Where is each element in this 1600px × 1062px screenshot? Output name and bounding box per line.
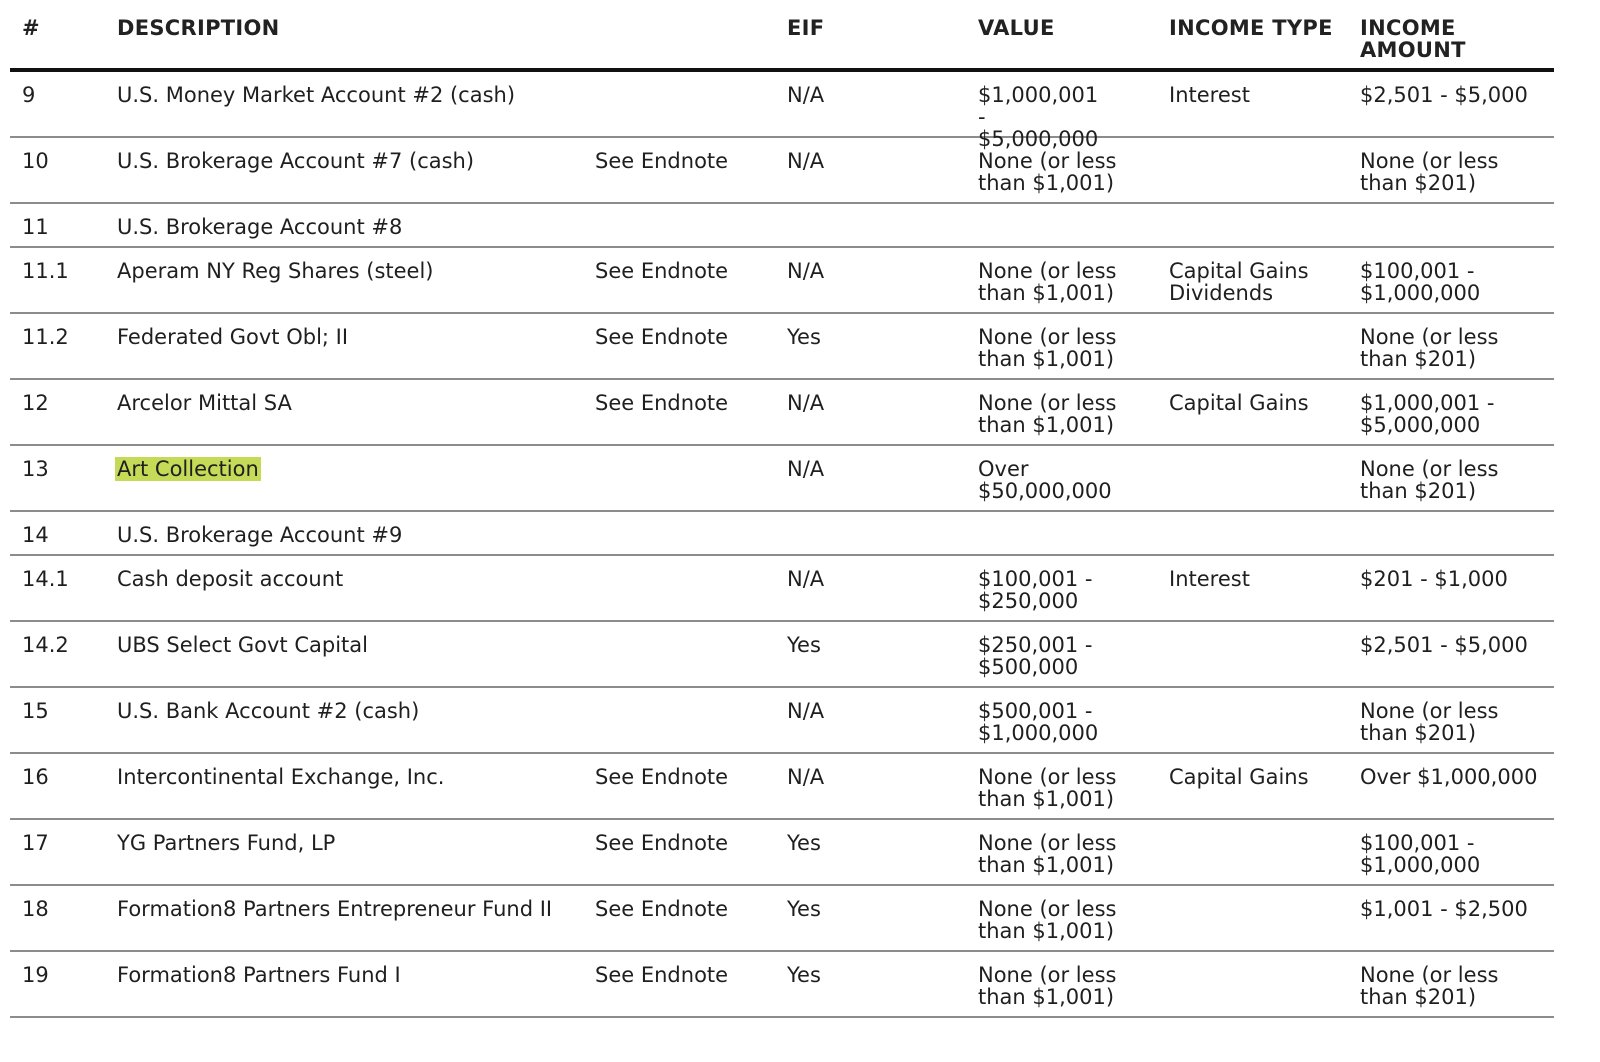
disclosure-table xyxy=(10,0,1554,1018)
table-row xyxy=(10,138,1554,204)
row-eif: N/A xyxy=(787,765,825,789)
row-endnote-link: See Endnote xyxy=(595,391,729,415)
row-num: 11 xyxy=(22,215,49,239)
row-num: 14.1 xyxy=(22,567,69,591)
row-description: U.S. Brokerage Account #7 (cash) xyxy=(117,149,475,173)
row-income-type: Capital Gains xyxy=(1169,765,1309,789)
row-income-amount: $100,001 - $1,000,000 xyxy=(1360,259,1481,305)
header-income-type: INCOME TYPE xyxy=(1169,16,1333,40)
row-description: Formation8 Partners Entrepreneur Fund II xyxy=(117,897,553,921)
row-description: U.S. Brokerage Account #9 xyxy=(117,523,403,547)
header-num: # xyxy=(22,16,40,40)
row-num: 12 xyxy=(22,391,49,415)
row-value: None (or less than $1,001) xyxy=(978,325,1117,371)
table-row xyxy=(10,886,1554,952)
row-income-amount: $100,001 - $1,000,000 xyxy=(1360,831,1481,877)
row-num: 11.1 xyxy=(22,259,69,283)
row-income-type: Capital Gains Dividends xyxy=(1169,259,1309,305)
row-eif: Yes xyxy=(787,325,821,349)
table-row xyxy=(10,688,1554,754)
row-value: None (or less than $1,001) xyxy=(978,963,1117,1009)
row-value: None (or less than $1,001) xyxy=(978,765,1117,811)
row-num: 14 xyxy=(22,523,49,547)
row-num: 13 xyxy=(22,457,49,481)
row-income-amount: $201 - $1,000 xyxy=(1360,567,1508,591)
row-description: Intercontinental Exchange, Inc. xyxy=(117,765,445,789)
row-income-amount: None (or less than $201) xyxy=(1360,325,1499,371)
table-row xyxy=(10,622,1554,688)
row-income-amount: None (or less than $201) xyxy=(1360,457,1499,503)
table-row xyxy=(10,556,1554,622)
row-income-amount: $1,000,001 - $5,000,000 xyxy=(1360,391,1495,437)
row-value: $100,001 - $250,000 xyxy=(978,567,1093,613)
header-description: DESCRIPTION xyxy=(117,16,280,40)
row-num: 15 xyxy=(22,699,49,723)
row-value: None (or less than $1,001) xyxy=(978,259,1117,305)
row-num: 14.2 xyxy=(22,633,69,657)
table-row xyxy=(10,820,1554,886)
row-description: YG Partners Fund, LP xyxy=(117,831,336,855)
row-endnote-link: See Endnote xyxy=(595,149,729,173)
row-eif: N/A xyxy=(787,567,825,591)
header-income-amount: INCOME AMOUNT xyxy=(1360,16,1466,62)
row-description: Federated Govt Obl; II xyxy=(117,325,349,349)
row-description: UBS Select Govt Capital xyxy=(117,633,368,657)
row-eif: N/A xyxy=(787,259,825,283)
row-endnote-link: See Endnote xyxy=(595,259,729,283)
table-row xyxy=(10,314,1554,380)
row-endnote-link: See Endnote xyxy=(595,325,729,349)
table-row xyxy=(10,952,1554,1018)
table-row xyxy=(10,72,1554,151)
row-income-amount: $2,501 - $5,000 xyxy=(1360,83,1528,107)
row-value: Over $50,000,000 xyxy=(978,457,1112,503)
row-value: None (or less than $1,001) xyxy=(978,831,1117,877)
row-eif: N/A xyxy=(787,699,825,723)
table-row xyxy=(10,446,1554,512)
row-num: 9 xyxy=(22,83,36,107)
table-header xyxy=(10,0,1554,72)
row-description: U.S. Bank Account #2 (cash) xyxy=(117,699,420,723)
row-num: 10 xyxy=(22,149,49,173)
row-value: $1,000,001 - $5,000,000 xyxy=(978,83,1099,151)
row-income-amount: None (or less than $201) xyxy=(1360,699,1499,745)
row-value: $250,001 - $500,000 xyxy=(978,633,1093,679)
row-value: None (or less than $1,001) xyxy=(978,391,1117,437)
row-eif: N/A xyxy=(787,149,825,173)
row-endnote-link: See Endnote xyxy=(595,765,729,789)
table-row-group-header xyxy=(10,204,1554,248)
row-income-amount: $2,501 - $5,000 xyxy=(1360,633,1528,657)
row-eif: N/A xyxy=(787,83,825,107)
row-description: Aperam NY Reg Shares (steel) xyxy=(117,259,434,283)
row-eif: N/A xyxy=(787,391,825,415)
table-row-group-header xyxy=(10,512,1554,556)
row-description: Cash deposit account xyxy=(117,567,344,591)
row-num: 11.2 xyxy=(22,325,69,349)
row-income-amount: None (or less than $201) xyxy=(1360,149,1499,195)
row-num: 19 xyxy=(22,963,49,987)
row-income-type: Interest xyxy=(1169,567,1250,591)
table-row xyxy=(10,380,1554,446)
row-eif: Yes xyxy=(787,831,821,855)
row-endnote-link: See Endnote xyxy=(595,831,729,855)
row-description: Formation8 Partners Fund I xyxy=(117,963,401,987)
row-value: None (or less than $1,001) xyxy=(978,897,1117,943)
row-description: U.S. Money Market Account #2 (cash) xyxy=(117,83,516,107)
row-num: 18 xyxy=(22,897,49,921)
row-endnote-link: See Endnote xyxy=(595,897,729,921)
highlighted-description: Art Collection xyxy=(117,457,259,481)
row-eif: Yes xyxy=(787,897,821,921)
row-num: 16 xyxy=(22,765,49,789)
row-eif: N/A xyxy=(787,457,825,481)
row-endnote-link: See Endnote xyxy=(595,963,729,987)
table-row xyxy=(10,754,1554,820)
row-income-amount: Over $1,000,000 xyxy=(1360,765,1538,789)
row-value: $500,001 - $1,000,000 xyxy=(978,699,1099,745)
header-eif: EIF xyxy=(787,16,825,40)
row-income-amount: $1,001 - $2,500 xyxy=(1360,897,1528,921)
row-eif: Yes xyxy=(787,633,821,657)
table-row xyxy=(10,248,1554,314)
row-income-type: Capital Gains xyxy=(1169,391,1309,415)
row-value: None (or less than $1,001) xyxy=(978,149,1117,195)
row-description: U.S. Brokerage Account #8 xyxy=(117,215,403,239)
header-value: VALUE xyxy=(978,16,1055,40)
row-description: Arcelor Mittal SA xyxy=(117,391,292,415)
row-eif: Yes xyxy=(787,963,821,987)
row-num: 17 xyxy=(22,831,49,855)
row-income-type: Interest xyxy=(1169,83,1250,107)
row-description xyxy=(117,458,261,480)
row-income-amount: None (or less than $201) xyxy=(1360,963,1499,1009)
